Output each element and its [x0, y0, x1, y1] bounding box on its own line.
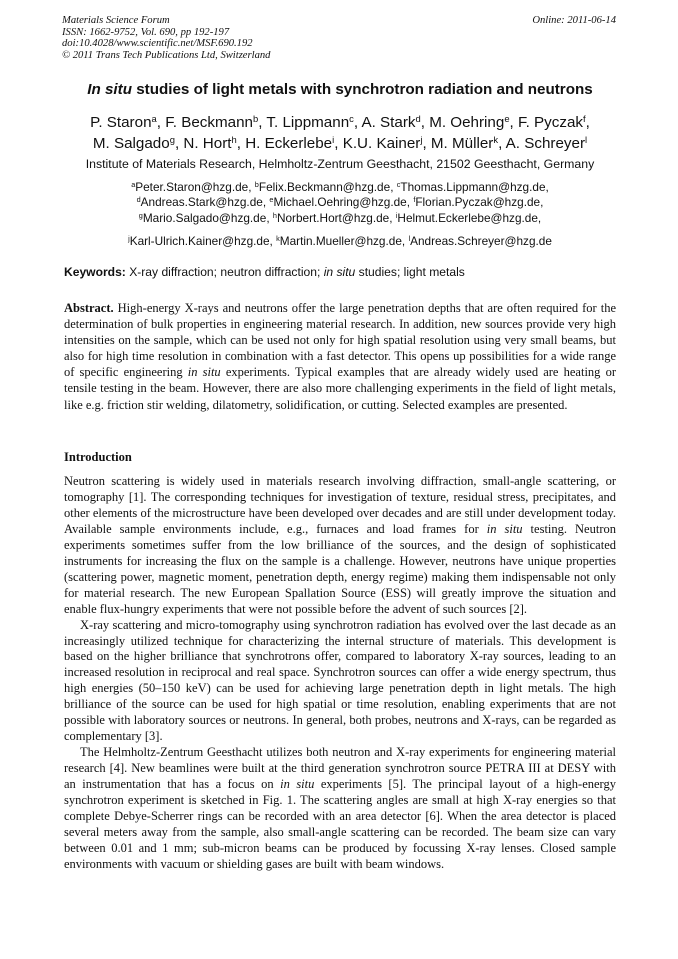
author-7: M. Salgado$^g$, [92, 133, 184, 152]
copyright-line: © 2011 Trans Tech Publications Ltd, Switzerland [62, 49, 271, 61]
author-8: N. Hort$^h$, [183, 133, 246, 152]
email-d[interactable]: $^d$Andreas.Stark@hzg.de, [136, 195, 270, 210]
email-b[interactable]: $^b$Felix.Beckmann@hzg.de, [254, 179, 397, 194]
author-4: A. Stark$^d$, [361, 112, 430, 131]
author-5: M. Oehring$^e$, [429, 112, 518, 131]
author-11: M. Müller$^k$, [430, 133, 506, 152]
email-h[interactable]: $^h$Norbert.Hort@hzg.de, [272, 210, 396, 225]
author-2: F. Beckmann$^b$, [165, 112, 267, 131]
intro-paragraph-3: The Helmholtz-Zentrum Geesthacht utilizes both neutron and X-ray experiments for engineering material research [4]. New beamlines were built at the third generation synchrotron source PETRA III at DESY with an instrumentation that has a focus on in situ experiments [5]. The principal layout of a high-energy synchrotron experiment is sketched in Fig. 1. The scattering angles are small at high X-ray energies so that complete Debye-Scherrer rings can be recorded with an area detector [6]. When the area detector is placed several meters away from the sample, also small-angle scattering can be recorded. The beam size can vary between 0.01 and 1 mm; sub-micron beams can be produced by focussing X-ray lenses. Closed sample environments with vacuum or shielding gases are built with beam windows. [64, 745, 616, 871]
email-g[interactable]: $^g$Mario.Salgado@hzg.de, [138, 210, 273, 225]
title-italic: In situ [87, 81, 132, 98]
author-12: A. Schreyer$^l$ [505, 133, 588, 152]
author-6: F. Pyczak$^f$, [518, 112, 590, 131]
email-j[interactable]: $^j$Karl-Ulrich.Kainer@hzg.de, [128, 234, 277, 249]
affiliation: Institute of Materials Research, Helmholtz-Zentrum Geesthacht, 21502 Geesthacht, Germany [85, 157, 595, 171]
email-i[interactable]: $^i$Helmut.Eckerlebe@hzg.de, [395, 210, 542, 225]
online-date: Online: 2011-06-14 [532, 15, 616, 26]
email-a[interactable]: $^a$Peter.Staron@hzg.de, [131, 179, 255, 194]
title-rest: studies of light metals with synchrotron radiation and neutrons [131, 81, 593, 98]
author-1: P. Staron$^a$, [90, 112, 166, 131]
email-c[interactable]: $^c$Thomas.Lippmann@hzg.de, [396, 179, 549, 194]
journal-header [62, 15, 616, 61]
doi-line[interactable]: doi:10.4028/www.scientific.net/MSF.690.192 [62, 38, 253, 50]
author-9: H. Eckerlebe$^i$, [245, 133, 343, 152]
abstract-label: Abstract. [64, 301, 114, 315]
section-heading-introduction: Introduction [64, 450, 132, 464]
keywords-label: Keywords: [64, 265, 126, 279]
email-k[interactable]: $^k$Martin.Mueller@hzg.de, [276, 234, 409, 249]
journal-name: Materials Science Forum [62, 15, 170, 26]
introduction-body [64, 474, 616, 873]
email-f[interactable]: $^f$Florian.Pyczak@hzg.de, [413, 195, 544, 210]
author-3: T. Lippmann$^c$, [266, 112, 362, 131]
email-e[interactable]: $^e$Michael.Oehring@hzg.de, [269, 195, 414, 210]
author-10: K.U. Kainer$^j$, [342, 133, 431, 152]
author-list [40, 113, 640, 154]
paper-title [40, 81, 640, 98]
email-l[interactable]: $^l$Andreas.Schreyer@hzg.de [408, 234, 552, 249]
intro-paragraph-2: X-ray scattering and micro-tomography using synchrotron radiation has evolved over the last decade as an increasingly utilized technique for characterizing the internal structure of materials. This development is based on the higher brilliance that synchrotrons offer, compared to laboratory X-ray sources, leading to an increased resolution in reciprocal and real space. Synchrotron sources can offer a wide energy spectrum, thus high energies (50–150 keV) can be used for achieving large penetration depth in light metals. The high brilliance of the source can be used for high spatial or time resolution, enabling experiments that are not possible with laboratory sources or neutrons. In general, both probes, neutrons and X-rays, can be regarded as complementary [3]. [64, 617, 616, 744]
keywords: Keywords: X-ray diffraction; neutron diffraction; in situ studies; light metals [64, 265, 465, 279]
intro-paragraph-1: Neutron scattering is widely used in materials research involving diffraction, small-angle scattering, or tomography [1]. The corresponding techniques for investigation of texture, residual stress, precipitates, and other elements of the microstructure have been developed over decades and are still under development today. Available sample environments include, e.g., furnaces and load frames for in situ testing. Neutron experiments sometimes suffer from the low brilliance of the sources, and the design of sophisticated instruments for increasing the flux on the sample is a challenge. However, neutrons have unique properties (scattering power, magnetic moment, penetration depth, energy regime) making them indispensable not only for material research. The new European Spallation Source (ESS) will greatly improve the situation and enable flux-hungry experiments that were not possible before the advent of such sources [2]. [64, 474, 616, 616]
email-list [40, 180, 640, 250]
issn-line: ISSN: 1662-9752, Vol. 690, pp 192-197 [62, 26, 230, 38]
abstract: Abstract. High-energy X-rays and neutrons offer the large penetration depths that are often required for the determination of bulk properties in engineering material research. In addition, new sources provide very high intensities on the sample, which can be used not only for high spatial resolution using very small beams, but also for high time resolution in combination with a fast detector. This opens up possibilities for a wide range of specific engineering in situ experiments. Typical examples that are already widely used are heating or tensile testing in the beam. However, there are also more challenging experiments in the field of light metals, like e.g. friction stir welding, dilatometry, solidification, or cutting. Selected examples are presented. [64, 301, 616, 412]
